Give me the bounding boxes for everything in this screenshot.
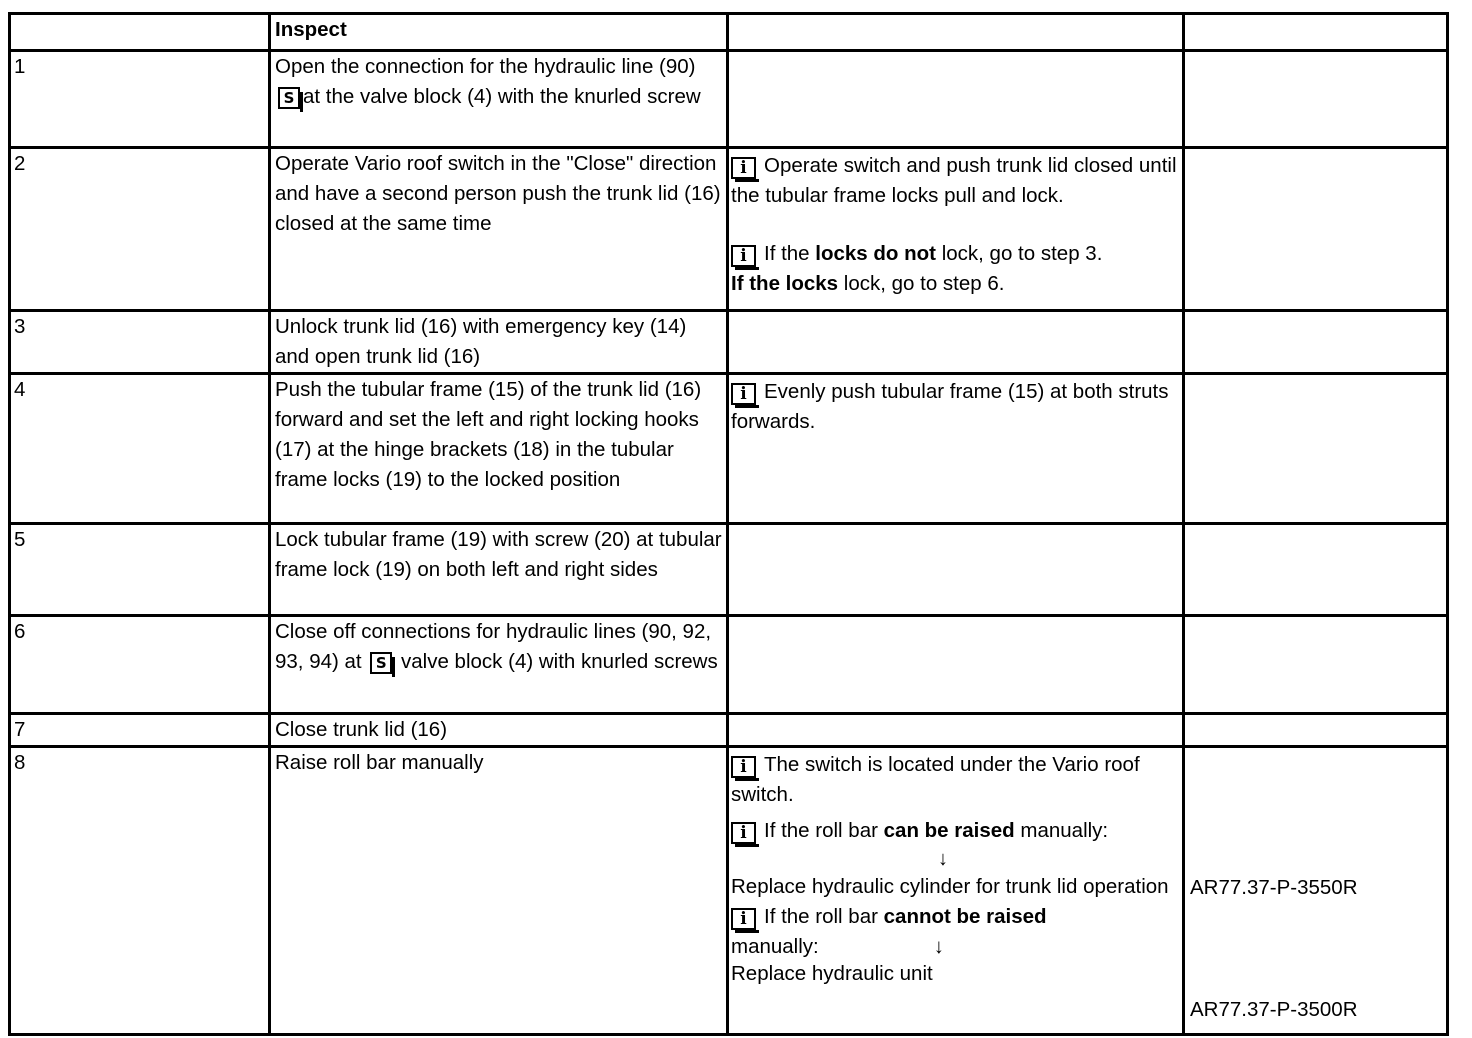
- step-action: [270, 616, 728, 714]
- info-icon: i: [731, 383, 756, 405]
- table-row: [10, 374, 1448, 524]
- step-action: Unlock trunk lid (16) with emergency key (14) and open trunk lid (16): [270, 311, 728, 374]
- step-note: [728, 51, 1184, 148]
- down-arrow-icon: ↓: [938, 848, 948, 870]
- step-note: [728, 714, 1184, 747]
- step-ref: [1184, 714, 1448, 747]
- step-note: [728, 747, 1184, 1035]
- note-text: The switch is located under the Vario roof switch.: [731, 753, 1140, 806]
- down-arrow-icon: ↓: [933, 935, 944, 958]
- special-tool-icon: S: [278, 87, 300, 109]
- header-cell-ref: [1184, 14, 1448, 51]
- info-icon: i: [731, 157, 756, 179]
- table-row: [10, 148, 1448, 311]
- step-ref: [1184, 524, 1448, 616]
- step-note: [728, 524, 1184, 616]
- step-action-text: Close off connections for hydraulic lines (90, 92, 93, 94) at: [275, 620, 712, 673]
- step-action-text: at the valve block (4) with the knurled screw: [303, 85, 701, 108]
- result-text: Replace hydraulic cylinder for trunk lid operation: [731, 875, 1169, 898]
- note-text: Operate switch and push trunk lid closed until the tubular frame locks pull and lock.: [731, 154, 1177, 207]
- header-cell-step: [10, 14, 270, 51]
- step-ref: [1184, 747, 1448, 1035]
- step-action-text: valve block (4) with knurled screws: [395, 650, 718, 673]
- note-text: If the roll bar: [764, 819, 884, 842]
- info-icon: i: [731, 822, 756, 844]
- info-icon: i: [731, 908, 756, 930]
- table-row: [10, 524, 1448, 616]
- step-number: 2: [10, 148, 270, 311]
- note-text: manually:: [1014, 819, 1109, 842]
- note-emphasis: locks do not: [815, 242, 937, 265]
- step-action: Lock tubular frame (19) with screw (20) at tubular frame lock (19) on both left and right sides: [270, 524, 728, 616]
- note-emphasis: can be raised: [883, 819, 1015, 842]
- step-action-text: Open the connection for the hydraulic line (90): [275, 55, 696, 78]
- step-number: 1: [10, 51, 270, 148]
- table-row: [10, 747, 1448, 1035]
- procedure-table: [8, 12, 1449, 1036]
- step-note: [728, 374, 1184, 524]
- reference-link[interactable]: AR77.37-P-3500R: [1190, 998, 1358, 1021]
- step-ref: [1184, 148, 1448, 311]
- note-text: If the roll bar: [764, 905, 884, 928]
- table-header-row: [10, 14, 1448, 51]
- step-number: 6: [10, 616, 270, 714]
- step-action: [270, 51, 728, 148]
- special-tool-icon: S: [370, 652, 392, 674]
- step-number: 8: [10, 747, 270, 1035]
- note-emphasis: cannot be raised: [883, 905, 1047, 928]
- note-text: Evenly push tubular frame (15) at both struts forwards.: [731, 380, 1169, 433]
- note-text: manually:: [731, 935, 819, 958]
- step-note: [728, 311, 1184, 374]
- step-note: [728, 616, 1184, 714]
- step-action: Raise roll bar manually: [270, 747, 728, 1035]
- step-number: 3: [10, 311, 270, 374]
- step-number: 7: [10, 714, 270, 747]
- step-note: [728, 148, 1184, 311]
- table-row: [10, 714, 1448, 747]
- reference-link[interactable]: AR77.37-P-3550R: [1190, 876, 1358, 899]
- header-cell-inspect: Inspect: [270, 14, 728, 51]
- table-row: [10, 311, 1448, 374]
- step-action: Push the tubular frame (15) of the trunk lid (16) forward and set the left and right locking hooks (17) at the hinge brackets (18) in the tubular frame locks (19) to the locked position: [270, 374, 728, 524]
- step-ref: [1184, 311, 1448, 374]
- table-row: [10, 51, 1448, 148]
- step-ref: [1184, 616, 1448, 714]
- step-number: 5: [10, 524, 270, 616]
- table-row: [10, 616, 1448, 714]
- header-cell-note: [728, 14, 1184, 51]
- info-icon: i: [731, 756, 756, 778]
- note-emphasis: If the locks: [731, 272, 839, 295]
- step-ref: [1184, 51, 1448, 148]
- step-ref: [1184, 374, 1448, 524]
- step-number: 4: [10, 374, 270, 524]
- info-icon: i: [731, 245, 756, 267]
- note-text: lock, go to step 6.: [838, 272, 1005, 295]
- note-text: If the: [764, 242, 816, 265]
- step-action: Operate Vario roof switch in the "Close" direction and have a second person push the trunk lid (16) closed at the same time: [270, 148, 728, 311]
- step-action: Close trunk lid (16): [270, 714, 728, 747]
- note-text: lock, go to step 3.: [936, 242, 1103, 265]
- result-text: Replace hydraulic unit: [731, 962, 933, 985]
